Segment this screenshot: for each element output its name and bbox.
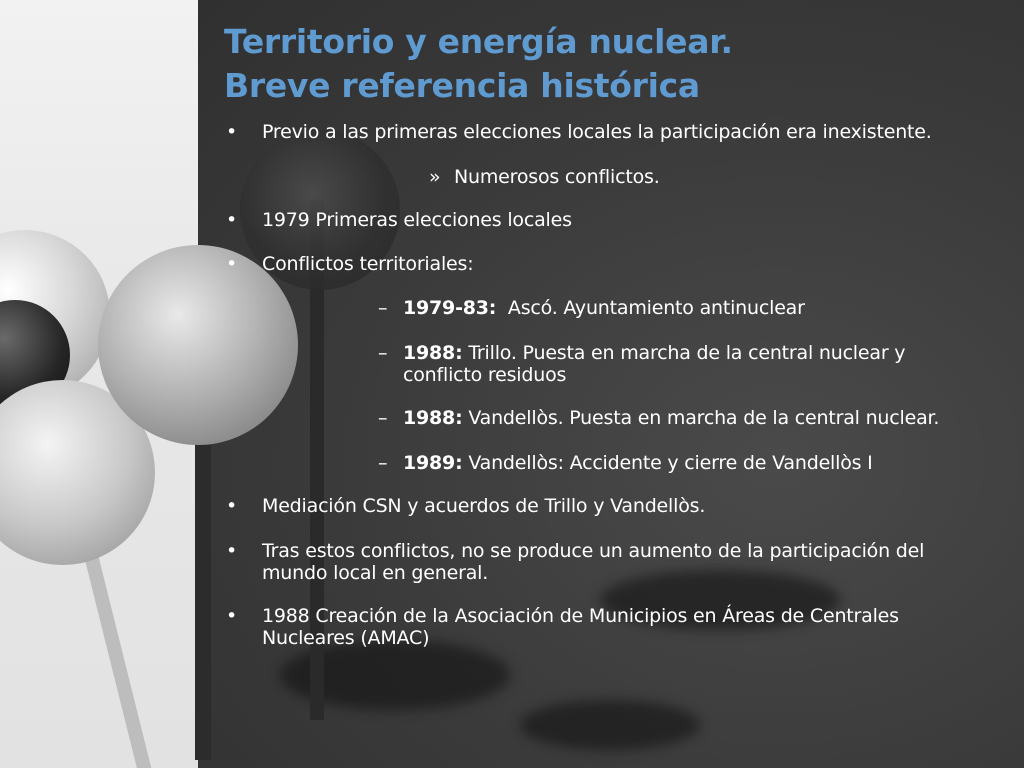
dash-icon: – xyxy=(378,452,388,474)
bullet-icon: • xyxy=(226,209,238,231)
list-item: 1979 Primeras elecciones locales xyxy=(262,209,572,231)
bullet-icon: • xyxy=(226,253,238,275)
dash-icon: – xyxy=(378,297,388,319)
list-item: Mediación CSN y acuerdos de Trillo y Vandellòs. xyxy=(262,495,706,517)
dash-item-text: Vandellòs: Accidente y cierre de Vandellòs I xyxy=(462,452,873,474)
list-item-continuation: Nucleares (AMAC) xyxy=(262,627,430,649)
year-label: 1988: xyxy=(403,342,463,364)
year-label: 1989: xyxy=(403,452,463,474)
bullet-icon: • xyxy=(226,495,238,517)
dash-item xyxy=(403,297,805,319)
list-item: Conflictos territoriales: xyxy=(262,253,474,275)
year-label: 1979-83: xyxy=(403,297,497,319)
bullet-icon: • xyxy=(226,121,238,143)
dash-item xyxy=(403,452,873,474)
dash-item xyxy=(403,407,939,429)
list-item: Tras estos conflictos, no se produce un aumento de la participación del xyxy=(262,540,925,562)
list-item: 1988 Creación de la Asociación de Municipios en Áreas de Centrales xyxy=(262,605,899,627)
dash-item xyxy=(403,342,905,364)
slide-title-line2: Breve referencia histórica xyxy=(224,66,700,105)
sub-list-item: Numerosos conflictos. xyxy=(454,166,660,188)
dash-icon: – xyxy=(378,407,388,429)
list-item-continuation: mundo local en general. xyxy=(262,562,489,584)
dash-icon: – xyxy=(378,342,388,364)
bullet-icon: • xyxy=(226,605,238,627)
dash-item-text: Vandellòs. Puesta en marcha de la central nuclear. xyxy=(462,407,940,429)
slide-title-line1: Territorio y energía nuclear. xyxy=(224,22,733,61)
dash-item-text: Ascó. Ayuntamiento antinuclear xyxy=(496,297,805,319)
list-item: Previo a las primeras elecciones locales la participación era inexistente. xyxy=(262,121,932,143)
dash-item-continuation: conflicto residuos xyxy=(403,364,567,386)
dash-item-text: Trillo. Puesta en marcha de la central nuclear y xyxy=(462,342,906,364)
bullet-icon: • xyxy=(226,540,238,562)
chevron-icon: » xyxy=(429,166,441,188)
year-label: 1988: xyxy=(403,407,463,429)
